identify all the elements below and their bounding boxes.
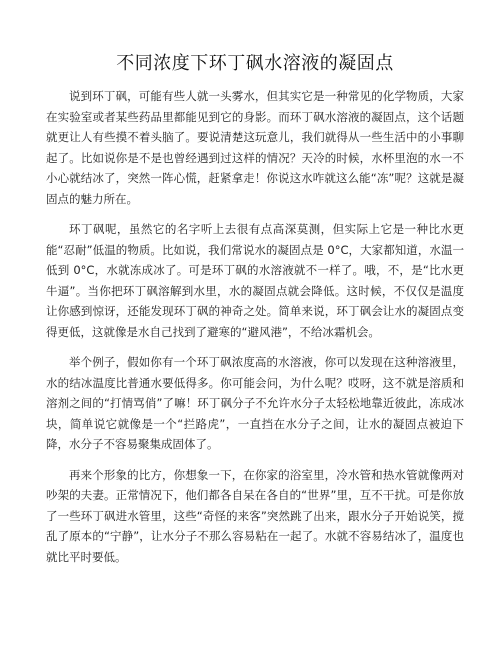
paragraph-2: 环丁砜呢，虽然它的名字听上去很有点高深莫测，但实际上它是一种比水更能“忍耐”低温的物质。比如说，我们常说水的凝固点是 0°C，大家都知道，水温一低到 0°C，水就冻成冰了。可是环丁砜的水溶液就不一样了。哦，不，是“比水更牛逼”。当你把环丁砜溶解到水里，水的凝固点就会降低。这时候，不仅仅是温度让你感到惊讶，还能发现环丁砜的神奇之处。简单来说，环丁砜会让水的凝固点变得更低，这就像是水自己找到了避寒的“避风港”，不给冰霜机会。 — [46, 222, 464, 339]
document-title: 不同浓度下环丁砜水溶液的凝固点 — [116, 53, 394, 74]
paragraph-3: 举个例子，假如你有一个环丁砜浓度高的水溶液，你可以发现在这种溶液里，水的结冰温度比普通水要低得多。你可能会问，为什么呢？哎呀，这不就是溶质和溶剂之间的“打情骂俏”了嘛！环丁砜分子不允许水分子太轻松地靠近彼此，冻成冰块，简单说它就像是一个“拦路虎”，一直挡在水分子之间，让水的凝固点被迫下降，水分子不容易聚集成固体了。 — [46, 355, 464, 451]
paragraph-1: 说到环丁砜，可能有些人就一头雾水，但其实它是一种常见的化学物质，大家在实验室或者某些药品里都能见到它的身影。而环丁砜水溶液的凝固点，这个话题就更让人有些摸不着头脑了。要说清楚这玩意儿，我们就得从一些生活中的小事聊起了。比如说你是不是也曾经遇到过这样的情况？天冷的时候，水杯里泡的水一不小心就结冰了，突然一阵心慌，赶紧拿走！你说这水咋就这么能“冻”呢？这就是凝固点的魅力所在。 — [46, 89, 464, 206]
paragraph-4: 再来个形象的比方，你想象一下，在你家的浴室里，冷水管和热水管就像两对吵架的夫妻。正常情况下，他们都各自呆在各自的“世界”里，互不干扰。可是你放了一些环丁砜进水管里，这些“奇怪的来客”突然跳了出来，跟水分子开始说笑，搅乱了原本的“宁静”，让水分子不那么容易粘在一起了。水就不容易结冰了，温度也就比平时要低。 — [46, 467, 464, 564]
